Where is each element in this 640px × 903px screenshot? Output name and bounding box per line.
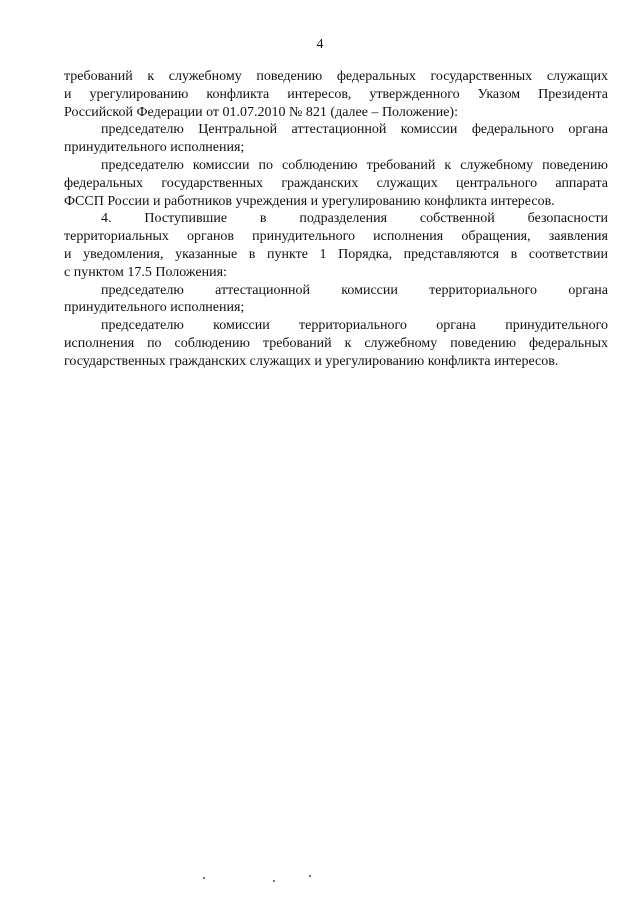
text-line: и уведомления, указанные в пункте 1 Порядка, представляются в соответствии (64, 246, 608, 262)
text-line: председателю Центральной аттестационной комиссии федерального органа (101, 122, 608, 138)
scan-speck (203, 877, 205, 879)
text-line: председателю комиссии по соблюдению требований к служебному поведению (101, 157, 608, 173)
text-line: федеральных государственных гражданских служащих центрального аппарата (64, 175, 608, 191)
scan-speck (309, 875, 311, 877)
text-line: ФССП России и работников учреждения и урегулированию конфликта интересов. (64, 193, 555, 209)
text-line: территориальных органов принудительного исполнения обращения, заявления (64, 229, 608, 245)
text-line: принудительного исполнения; (64, 140, 245, 156)
text-line: исполнения по соблюдению требований к служебному поведению федеральных (64, 335, 608, 351)
text-line: 4. Поступившие в подразделения собственной безопасности (101, 211, 608, 227)
text-line: председателю аттестационной комиссии территориального органа (101, 282, 608, 298)
document-body (64, 68, 608, 371)
text-line: председателю комиссии территориального органа принудительного (101, 318, 608, 334)
text-line: Российской Федерации от 01.07.2010 № 821 (далее – Положение): (64, 104, 458, 120)
text-line: требований к служебному поведению федеральных государственных служащих (64, 69, 608, 84)
text-line: с пунктом 17.5 Положения: (64, 264, 227, 280)
text-line: и урегулированию конфликта интересов, утвержденного Указом Президента (64, 86, 608, 102)
scan-speck (273, 880, 275, 882)
text-line: государственных гражданских служащих и урегулированию конфликта интересов. (64, 353, 559, 369)
page-number: 4 (316, 37, 324, 52)
text-line: принудительного исполнения; (64, 300, 245, 316)
